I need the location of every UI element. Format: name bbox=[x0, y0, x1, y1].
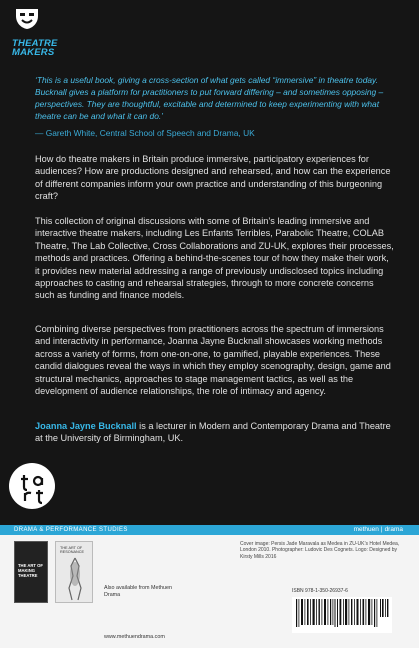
publisher-logo bbox=[12, 8, 72, 57]
also-available-text: Also available from Methuen Drama bbox=[104, 585, 173, 598]
author-bio bbox=[35, 420, 395, 445]
imprint-drama: drama bbox=[384, 526, 403, 533]
blurb-paragraph-1: How do theatre makers in Britain produce immersive, participatory experiences for audiences? How are productions designed and rehearsed, and how can the experience of different companies inform your own practice and understanding of this burgeoning craft? bbox=[35, 154, 391, 202]
blurb-paragraph-2: This collection of original discussions with some of Britain’s leading immersive and interactive theatre makers, including Les Enfants Terribles, Parabolic Theatre, COLAB Theatre, The Lab Collective, Cross Collaborations and ZU-UK, explores their processes, methods and practices. Offering a behind-the-scenes tour of how they make their work, it provides new material addressing a range of previously undisclosed topics including approaches to casting and rehearsal strategies, through to more concrete concerns such as funding and finance models. bbox=[35, 216, 394, 301]
category-label: DRAMA & PERFORMANCE STUDIES bbox=[14, 527, 128, 533]
logo-line-1: THEATRE bbox=[12, 38, 58, 49]
logo-line-2: MAKERS bbox=[12, 47, 55, 58]
related-book-2-title: THE ART OF RESONANCE bbox=[60, 546, 85, 555]
back-cover-footer bbox=[0, 525, 419, 648]
author-name: Joanna Jayne Bucknall bbox=[35, 421, 137, 431]
publisher-url[interactable]: www.methuendrama.com bbox=[104, 634, 165, 640]
tart-series-logo-icon bbox=[9, 463, 55, 509]
related-book-1-title: THE ART OF MAKING THEATRE bbox=[18, 563, 43, 578]
theatre-makers-mask-icon bbox=[14, 8, 40, 30]
blurb-paragraph-3: Combining diverse perspectives from practitioners across the spectrum of immersions and interactivity in performance, Joanna Jayne Bucknall showcases working methods across a variety of forms, from one-on-one, to gamified, playable experiences. These candid dialogues reveal the ways in which they employ scenography, design, game and structural mechanics, approaches to stage management tactics, as well as the development of audience relationships, the role of intimacy and agency. bbox=[35, 324, 391, 397]
imprint-methuen: methuen bbox=[353, 526, 379, 533]
imprint-logo bbox=[354, 526, 403, 534]
quote-attribution: — Gareth White, Central School of Speech and Drama, UK bbox=[35, 128, 255, 138]
related-book-cover-2 bbox=[55, 541, 93, 603]
related-book-cover-1 bbox=[14, 541, 48, 603]
isbn-number: ISBN 978-1-350-26937-6 bbox=[292, 588, 348, 594]
category-band bbox=[0, 525, 419, 535]
tart-badge-svg bbox=[9, 463, 55, 509]
cover-credits: Cover image: Persis Jade Maravala as Medea in ZU-UK’s Hotel Medea, London 2010. Photographer: Ludovic Des Cognets. Logo: Designed by Kirsty Mills 2016 bbox=[240, 541, 400, 560]
sculpture-figure-icon bbox=[56, 554, 94, 604]
review-quote: ‘This is a useful book, giving a cross-section of what gets called “immersive” in theatre today. Bucknall gives a platform for practitioners to put forward differing – and sometimes opposing – perspectives. They are thoughtful, excitable and determined to keep experimenting with what theatre can be and what it can do.’ bbox=[35, 75, 384, 121]
imprint-separator: | bbox=[380, 526, 383, 533]
barcode-icon bbox=[292, 597, 392, 633]
author-bio-text: is a lecturer in Modern and Contemporary Drama and Theatre at the University of Birmingham, UK. bbox=[35, 421, 391, 444]
